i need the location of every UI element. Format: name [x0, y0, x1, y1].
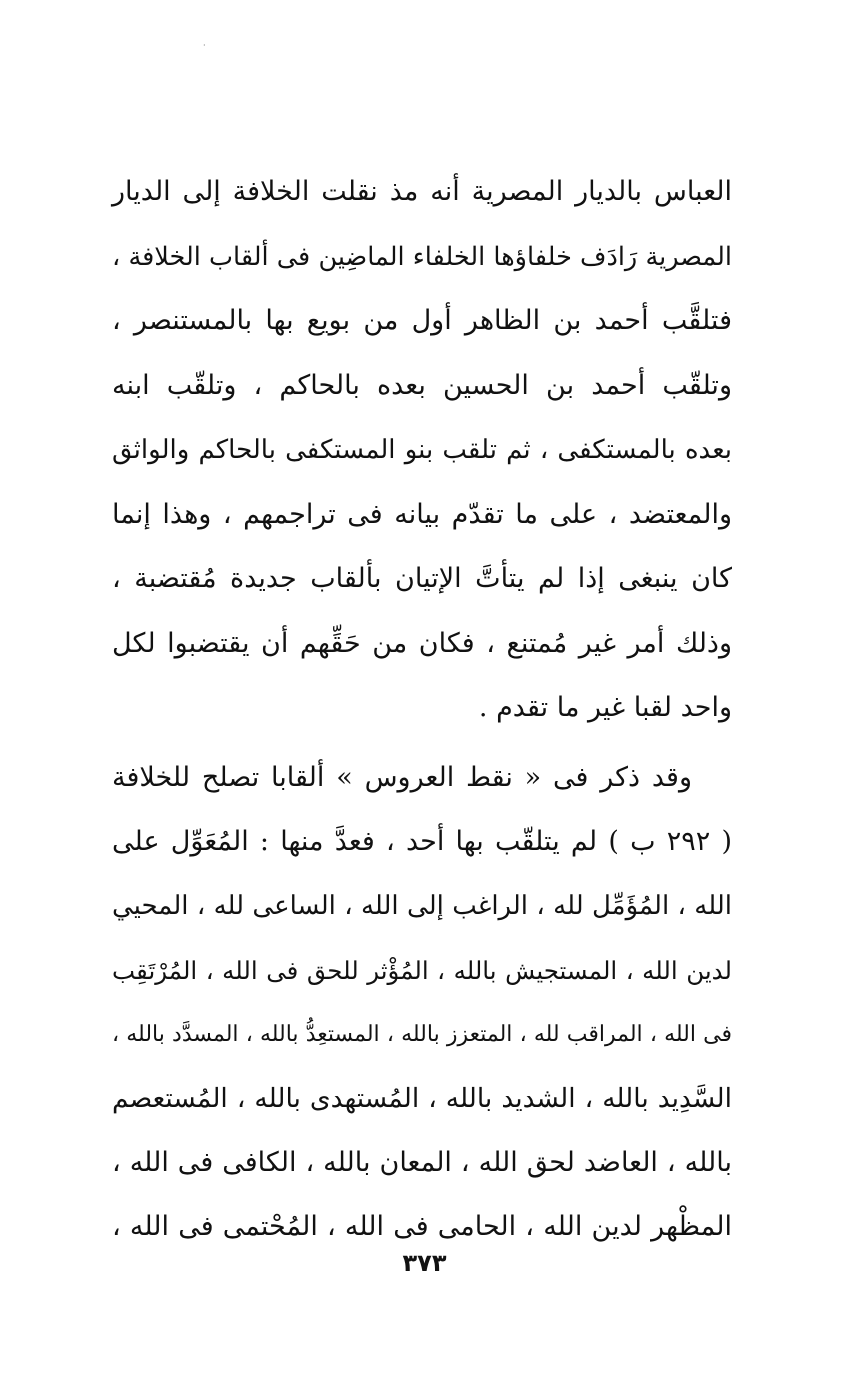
- text-line: وذلك أمر غير مُمتنع ، فكان من حَقِّهم أن يقتضبوا لكل: [112, 627, 732, 659]
- text-line: السَّدِيد بالله ، الشديد بالله ، المُستهدى بالله ، المُستعصم: [112, 1082, 732, 1114]
- text-line: وتلقّب أحمد بن الحسين بعده بالحاكم ، وتلقّب ابنه: [112, 369, 732, 401]
- text-line: وقد ذكر فى « نقط العروس » ألقابا تصلح للخلافة: [112, 762, 692, 793]
- paper-speck: ·: [203, 41, 206, 50]
- text-line: واحد لقبا غير ما تقدم .: [478, 692, 732, 723]
- text-line: الله ، المُؤَمِّل لله ، الراغب إلى الله ، الساعى لله ، المحيي: [112, 891, 732, 922]
- text-line: بعده بالمستكفى ، ثم تلقب بنو المستكفى بالحاكم والواثق: [112, 435, 732, 465]
- text-line: المظْهر لدين الله ، الحامى فى الله ، المُحْتمى فى الله ،: [112, 1211, 732, 1243]
- text-line: بالله ، العاضد لحق الله ، المعان بالله ، الكافى فى الله ،: [112, 1147, 732, 1179]
- text-line: العباس بالديار المصرية أنه مذ نقلت الخلافة إلى الديار: [112, 176, 732, 207]
- text-line: لدين الله ، المستجيش بالله ، المُؤْثر للحق فى الله ، المُرْتَقِب: [112, 955, 732, 985]
- page-number: ٣٧٣: [402, 1249, 447, 1277]
- text-line: فتلقَّب أحمد بن الظاهر أول من بويع بها بالمستنصر ،: [112, 305, 732, 336]
- text-line: كان ينبغى إذا لم يتأتَّ الإتيان بألقاب جديدة مُقتضبة ،: [112, 563, 732, 594]
- text-line: والمعتضد ، على ما تقدّم بيانه فى تراجمهم ، وهذا إنما: [112, 498, 732, 530]
- text-line: المصرية رَادَف خلفاؤها الخلفاء الماضِين فى ألقاب الخلافة ،: [112, 241, 732, 272]
- paragraph-2: [112, 746, 732, 1260]
- paragraph-1: [112, 160, 732, 741]
- text-line: ( ٢٩٢ ب ) لم يتلقّب بها أحد ، فعدَّ منها : المُعَوِّل على: [112, 826, 732, 858]
- text-line: فى الله ، المراقب لله ، المتعزز بالله ، المستعِدُّ بالله ، المسدَّد بالله ،: [112, 1021, 732, 1047]
